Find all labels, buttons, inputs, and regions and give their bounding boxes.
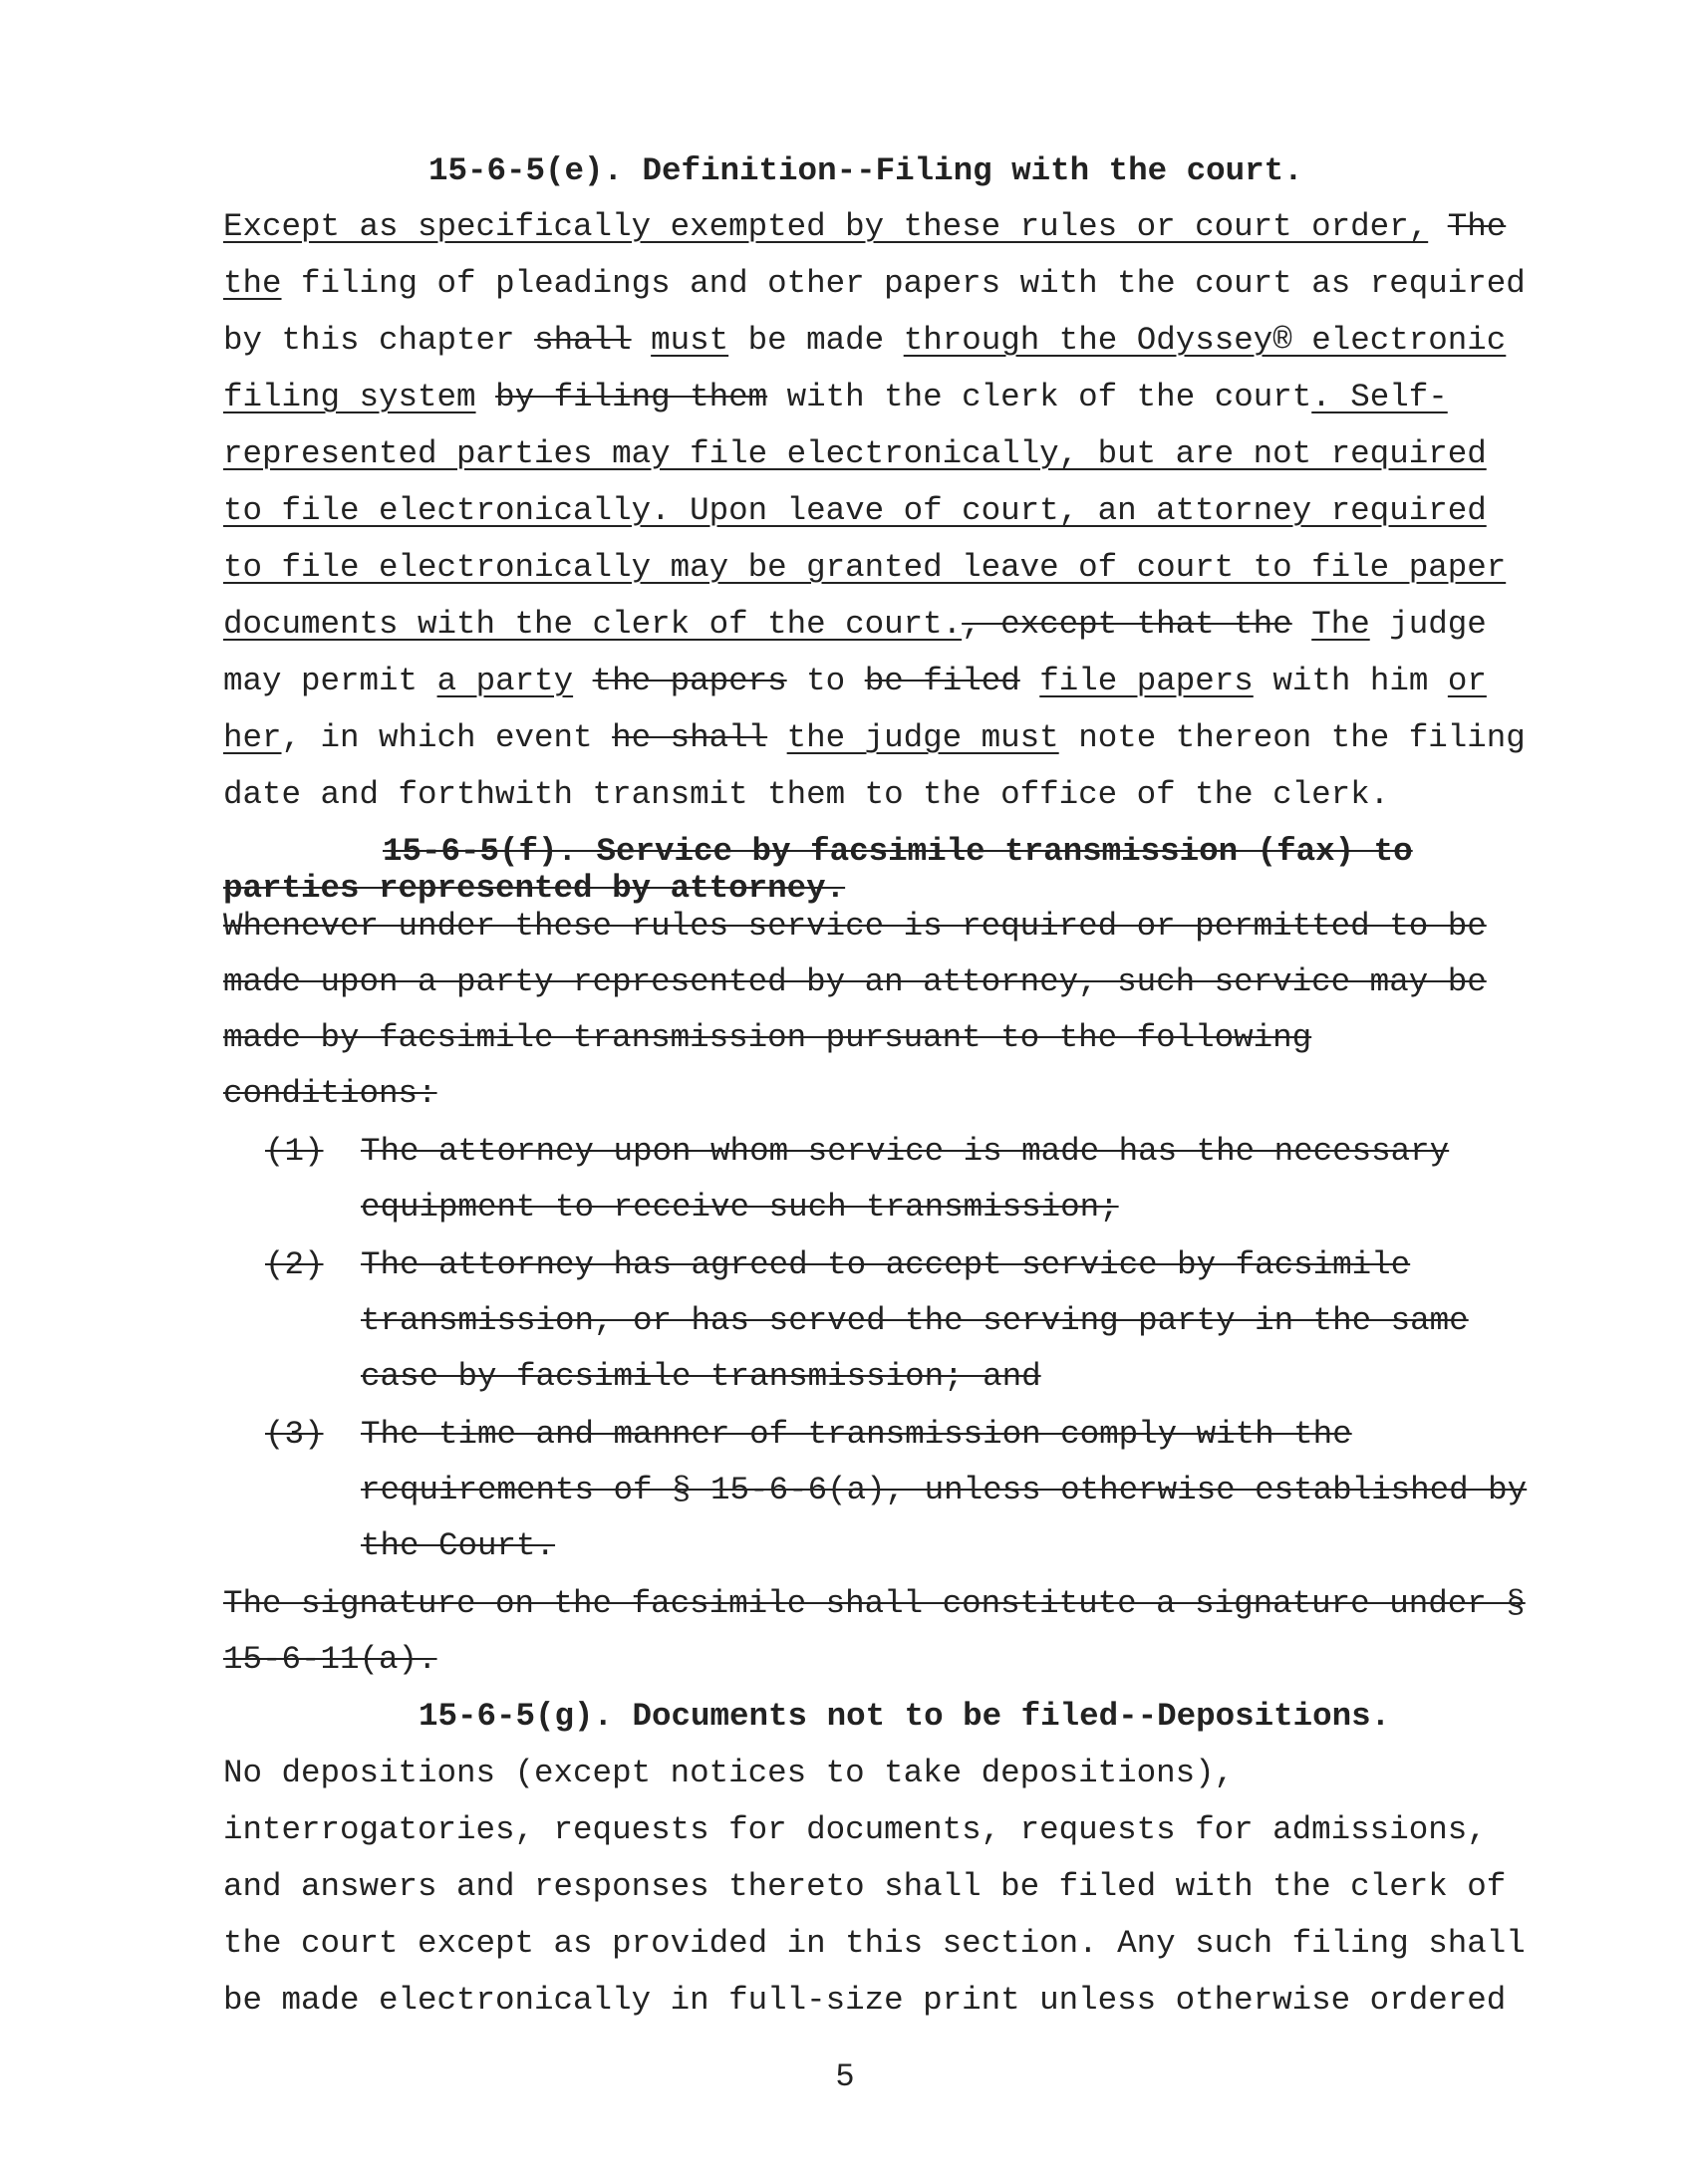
section-f-para-line-2: made upon a party represented by an attorney, such service may be [223,963,1487,1000]
section-f-heading-1: 15-6-5(f). Service by facsimile transmission (fax) to [383,833,1413,870]
section-f-para-line-3: made by facsimile transmission pursuant to the following [223,1019,1312,1056]
list-item-line: The attorney has agreed to accept service by facsimile [361,1246,1411,1283]
section-e-line-7: to file electronically may be granted leave of court to file paper [223,549,1507,586]
section-e-line-2: the filing of pleadings and other papers with the court as required [223,265,1526,302]
list-item-line: equipment to receive such transmission; [361,1189,1119,1226]
section-g-line: the court except as provided in this section. Any such filing shall [223,1925,1526,1962]
section-e-line-4: filing system by filing them with the clerk of the court. Self- [223,379,1448,415]
list-item-line: the Court. [361,1527,556,1564]
section-g-heading: 15-6-5(g). Documents not to be filed--Depositions. [419,1698,1391,1735]
section-e-line-6: to file electronically. Upon leave of court, an attorney required [223,492,1487,529]
page-number: 5 [835,2058,855,2095]
section-e-line-8: documents with the clerk of the court., except that the The judge [223,606,1487,643]
section-e-line-11: date and forthwith transmit them to the office of the clerk. [223,776,1390,813]
section-f-heading-2: parties represented by attorney. [223,870,846,907]
section-g-line: and answers and responses thereto shall be filed with the clerk of [223,1868,1507,1905]
section-e-line-3: by this chapter shall must be made through the Odyssey® electronic [223,322,1507,359]
list-item-number: (3) [265,1416,324,1453]
section-e-line-5: represented parties may file electronically, but are not required [223,435,1487,472]
list-item-number: (2) [265,1246,324,1283]
list-item-number: (1) [265,1133,324,1170]
list-item-line: The attorney upon whom service is made has the necessary [361,1133,1450,1170]
section-e-line-9: may permit a party the papers to be filed file papers with him or [223,663,1487,699]
section-e-line-10: her, in which event he shall the judge must note thereon the filing [223,719,1526,756]
section-g-line: be made electronically in full-size print unless otherwise ordered [223,1982,1507,2019]
list-item-line: transmission, or has served the serving party in the same [361,1302,1469,1339]
section-f-para-line-4: conditions: [223,1075,437,1112]
list-item-line: case by facsimile transmission; and [361,1358,1041,1395]
section-g-line: interrogatories, requests for documents, requests for admissions, [223,1811,1487,1848]
list-item-line: The time and manner of transmission comply with the [361,1416,1352,1453]
section-f-signature-line-1: The signature on the facsimile shall constitute a signature under § [223,1585,1526,1622]
list-item-line: requirements of § 15-6-6(a), unless otherwise established by [361,1472,1528,1508]
section-f-para-line-1: Whenever under these rules service is required or permitted to be [223,908,1487,945]
section-f-signature-line-2: 15-6-11(a). [223,1641,437,1678]
section-e-line-1: Except as specifically exempted by these rules or court order, The [223,208,1507,245]
section-e-heading: 15-6-5(e). Definition--Filing with the court. [428,152,1303,189]
section-g-line: No depositions (except notices to take depositions), [223,1755,1235,1791]
